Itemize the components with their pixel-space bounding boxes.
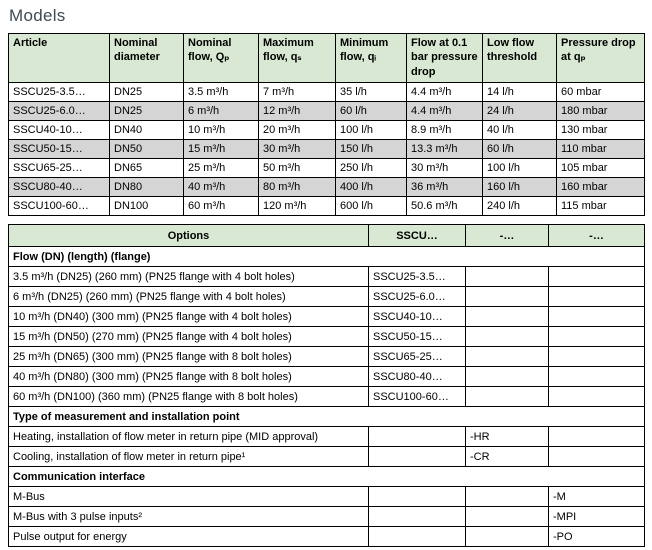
models-table: [8, 33, 645, 216]
models-table-cell: DN25: [110, 102, 184, 121]
models-table-cell: 4.4 m³/h: [407, 83, 483, 102]
models-table-cell: 8.9 m³/h: [407, 121, 483, 140]
models-column-header: Nominal flow, Qₚ: [184, 34, 259, 83]
options-table-row: [9, 447, 645, 467]
models-table-cell: 35 l/h: [336, 83, 407, 102]
models-table-cell: 160 mbar: [557, 178, 645, 197]
options-table-head: [9, 225, 645, 247]
models-table-row: [9, 197, 645, 216]
models-table-cell: 7 m³/h: [259, 83, 336, 102]
models-table-row: [9, 178, 645, 197]
option-code-cell: [466, 387, 549, 407]
models-table-cell: 40 l/h: [483, 121, 557, 140]
options-table-row: [9, 507, 645, 527]
options-table-row: [9, 287, 645, 307]
option-label-cell: 40 m³/h (DN80) (300 mm) (PN25 flange with 8 bolt holes): [9, 367, 369, 387]
options-table-row: [9, 487, 645, 507]
option-code-cell: [466, 507, 549, 527]
option-code-cell: [549, 327, 645, 347]
models-table-cell: DN65: [110, 159, 184, 178]
option-code-cell: SSCU80-40…: [369, 367, 466, 387]
options-column-header: Options: [9, 225, 369, 247]
models-table-cell: 4.4 m³/h: [407, 102, 483, 121]
option-code-cell: [466, 327, 549, 347]
models-table-cell: 24 l/h: [483, 102, 557, 121]
models-table-cell: 25 m³/h: [184, 159, 259, 178]
option-code-cell: [369, 427, 466, 447]
option-code-cell: [549, 267, 645, 287]
option-code-cell: SSCU25-6.0…: [369, 287, 466, 307]
option-code-cell: SSCU40-10…: [369, 307, 466, 327]
option-code-cell: [466, 347, 549, 367]
models-table-cell: DN100: [110, 197, 184, 216]
models-column-header: Flow at 0.1 bar pressure drop: [407, 34, 483, 83]
option-code-cell: -MPI: [549, 507, 645, 527]
models-table-cell: 15 m³/h: [184, 140, 259, 159]
models-table-cell: 10 m³/h: [184, 121, 259, 140]
option-label-cell: 25 m³/h (DN65) (300 mm) (PN25 flange with 8 bolt holes): [9, 347, 369, 367]
models-column-header: Minimum flow, qᵢ: [336, 34, 407, 83]
models-table-cell: 100 l/h: [336, 121, 407, 140]
options-table-row: [9, 267, 645, 287]
models-table-cell: 60 mbar: [557, 83, 645, 102]
options-table-row: [9, 307, 645, 327]
models-table-cell: SSCU100-60…: [9, 197, 110, 216]
models-table-cell: 160 l/h: [483, 178, 557, 197]
option-code-cell: [369, 507, 466, 527]
option-label-cell: 60 m³/h (DN100) (360 mm) (PN25 flange with 8 bolt holes): [9, 387, 369, 407]
models-table-cell: 50 m³/h: [259, 159, 336, 178]
option-code-cell: [549, 367, 645, 387]
models-table-cell: SSCU65-25…: [9, 159, 110, 178]
option-code-cell: [466, 487, 549, 507]
models-table-cell: 400 l/h: [336, 178, 407, 197]
option-label-cell: M-Bus with 3 pulse inputs²: [9, 507, 369, 527]
option-code-cell: SSCU25-3.5…: [369, 267, 466, 287]
option-label-cell: 3.5 m³/h (DN25) (260 mm) (PN25 flange with 4 bolt holes): [9, 267, 369, 287]
models-table-cell: DN25: [110, 83, 184, 102]
options-table-row: [9, 367, 645, 387]
models-table-cell: 12 m³/h: [259, 102, 336, 121]
option-code-cell: [369, 487, 466, 507]
option-label-cell: 6 m³/h (DN25) (260 mm) (PN25 flange with 4 bolt holes): [9, 287, 369, 307]
option-label-cell: Heating, installation of flow meter in return pipe (MID approval): [9, 427, 369, 447]
models-column-header: Maximum flow, qₛ: [259, 34, 336, 83]
models-table-cell: 14 l/h: [483, 83, 557, 102]
models-table-cell: 240 l/h: [483, 197, 557, 216]
option-code-cell: [549, 427, 645, 447]
models-table-cell: 40 m³/h: [184, 178, 259, 197]
models-table-row: [9, 121, 645, 140]
models-table-body: [9, 83, 645, 216]
models-table-cell: SSCU40-10…: [9, 121, 110, 140]
option-code-cell: [549, 287, 645, 307]
models-table-cell: 13.3 m³/h: [407, 140, 483, 159]
models-table-cell: 600 l/h: [336, 197, 407, 216]
option-code-cell: [549, 307, 645, 327]
models-table-cell: DN40: [110, 121, 184, 140]
models-table-cell: 6 m³/h: [184, 102, 259, 121]
models-table-row: [9, 159, 645, 178]
option-code-cell: [549, 447, 645, 467]
models-table-head: [9, 34, 645, 83]
options-table-row: [9, 527, 645, 547]
models-table-cell: SSCU25-6.0…: [9, 102, 110, 121]
models-table-cell: 20 m³/h: [259, 121, 336, 140]
models-table-cell: DN80: [110, 178, 184, 197]
option-label-cell: M-Bus: [9, 487, 369, 507]
models-table-cell: 250 l/h: [336, 159, 407, 178]
models-header-row: [9, 34, 645, 83]
option-code-cell: [369, 527, 466, 547]
options-table-body: [9, 247, 645, 547]
models-table-row: [9, 83, 645, 102]
option-code-cell: [466, 367, 549, 387]
models-table-cell: SSCU50-15…: [9, 140, 110, 159]
option-code-cell: SSCU65-25…: [369, 347, 466, 367]
option-code-cell: -M: [549, 487, 645, 507]
models-table-cell: 60 l/h: [483, 140, 557, 159]
models-table-cell: 3.5 m³/h: [184, 83, 259, 102]
option-code-cell: [466, 267, 549, 287]
options-section-header-row: [9, 247, 645, 267]
options-section-header-row: [9, 407, 645, 427]
models-table-cell: 115 mbar: [557, 197, 645, 216]
models-table-row: [9, 102, 645, 121]
models-table-cell: 30 m³/h: [407, 159, 483, 178]
options-table: [8, 224, 645, 547]
models-table-cell: 150 l/h: [336, 140, 407, 159]
option-code-cell: [466, 287, 549, 307]
options-section-header-row: [9, 467, 645, 487]
option-code-cell: [466, 307, 549, 327]
option-code-cell: [466, 527, 549, 547]
models-table-cell: 80 m³/h: [259, 178, 336, 197]
options-section-title: Flow (DN) (length) (flange): [9, 247, 645, 267]
options-column-header: -…: [466, 225, 549, 247]
models-column-header: Article: [9, 34, 110, 83]
models-table-row: [9, 140, 645, 159]
models-table-cell: 110 mbar: [557, 140, 645, 159]
models-table-cell: 50.6 m³/h: [407, 197, 483, 216]
models-table-cell: 100 l/h: [483, 159, 557, 178]
models-column-header: Low flow threshold: [483, 34, 557, 83]
models-column-header: Nominal diameter: [110, 34, 184, 83]
options-header-row: [9, 225, 645, 247]
options-column-header: SSCU…: [369, 225, 466, 247]
models-table-cell: 36 m³/h: [407, 178, 483, 197]
options-table-row: [9, 347, 645, 367]
option-label-cell: 10 m³/h (DN40) (300 mm) (PN25 flange with 4 bolt holes): [9, 307, 369, 327]
options-table-row: [9, 327, 645, 347]
options-section-title: Type of measurement and installation point: [9, 407, 645, 427]
models-table-cell: 120 m³/h: [259, 197, 336, 216]
models-table-cell: SSCU25-3.5…: [9, 83, 110, 102]
models-table-cell: 30 m³/h: [259, 140, 336, 159]
option-code-cell: -HR: [466, 427, 549, 447]
option-code-cell: -CR: [466, 447, 549, 467]
option-code-cell: [369, 447, 466, 467]
models-column-header: Pressure drop at qₚ: [557, 34, 645, 83]
options-table-row: [9, 387, 645, 407]
models-table-cell: SSCU80-40…: [9, 178, 110, 197]
option-label-cell: 15 m³/h (DN50) (270 mm) (PN25 flange with 4 bolt holes): [9, 327, 369, 347]
option-label-cell: Cooling, installation of flow meter in return pipe¹: [9, 447, 369, 467]
models-table-cell: 180 mbar: [557, 102, 645, 121]
option-code-cell: SSCU50-15…: [369, 327, 466, 347]
models-table-cell: 60 m³/h: [184, 197, 259, 216]
page-title: Models: [9, 6, 66, 25]
models-table-cell: DN50: [110, 140, 184, 159]
options-column-header: -…: [549, 225, 645, 247]
models-table-cell: 105 mbar: [557, 159, 645, 178]
models-table-cell: 130 mbar: [557, 121, 645, 140]
options-table-row: [9, 427, 645, 447]
models-table-cell: 60 l/h: [336, 102, 407, 121]
options-section-title: Communication interface: [9, 467, 645, 487]
option-code-cell: [549, 387, 645, 407]
option-code-cell: -PO: [549, 527, 645, 547]
option-code-cell: [549, 347, 645, 367]
option-label-cell: Pulse output for energy: [9, 527, 369, 547]
option-code-cell: SSCU100-60…: [369, 387, 466, 407]
